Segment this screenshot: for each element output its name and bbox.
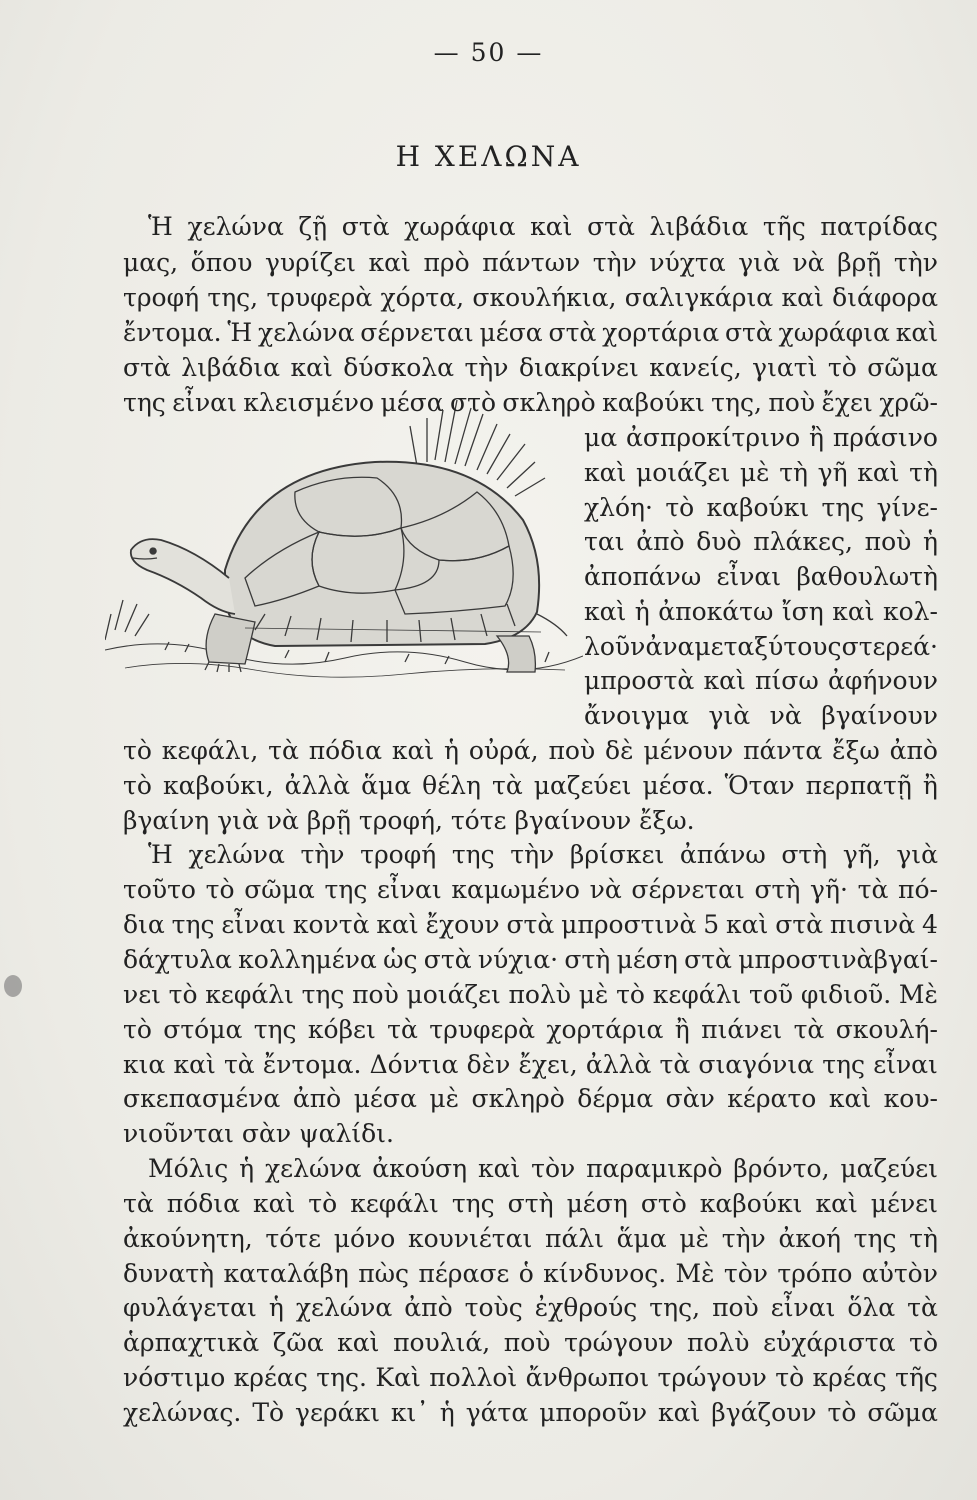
text-line: Μόλις ἡ χελώνα ἀκούση καὶ τὸν παραμικρὸ βρόντο, μαζεύει — [148, 1154, 938, 1183]
text-line: σκεπασμένα ἀπὸ μέσα μὲ σκληρὸ δέρμα σὰν κέρατο καὶ κου- — [123, 1084, 938, 1113]
text-line: τροφή της, τρυφερὰ χόρτα, σκουλήκια, σαλιγκάρια καὶ διάφορα — [123, 283, 938, 312]
text-line: δια της εἶναι κοντὰ καὶ ἔχουν στὰ μπροστινὰ 5 καὶ στὰ πισινὰ 4 — [123, 910, 938, 939]
tortoise-illustration — [105, 400, 583, 692]
text-line: φυλάγεται ἡ χελώνα ἀπὸ τοὺς ἐχθρούς της, ποὺ εἶναι ὅλα τὰ — [123, 1293, 938, 1322]
text-line: Ἡ χελώνα ζῇ στὰ χωράφια καὶ στὰ λιβάδια τῆς πατρίδας — [148, 212, 938, 241]
text-line: ἔντομα. Ἡ χελώνα σέρνεται μέσα στὰ χορτάρια στὰ χωράφια καὶ — [123, 318, 938, 347]
page-number: — 50 — — [433, 38, 544, 67]
text-line: τὸ κεφάλι, τὰ πόδια καὶ ἡ οὐρά, ποὺ δὲ μένουν πάντα ἔξω ἀπὸ — [123, 736, 938, 765]
text-line: χλόη· τὸ καβούκι της γίνε- — [584, 493, 938, 522]
text-line: ἄνοιγμα γιὰ νὰ βγαίνουν — [584, 701, 938, 730]
text-line: δυνατὴ καταλάβη πὼς πέρασε ὁ κίνδυνος. Μὲ τὸν τρόπο αὐτὸν — [123, 1259, 938, 1288]
text-line: τὸ στόμα της κόβει τὰ τρυφερὰ χορτάρια ἢ πιάνει τὰ σκουλή- — [123, 1015, 938, 1044]
text-line: ἀποπάνω εἶναι βαθουλωτὴ — [584, 562, 938, 591]
page-title: Η ΧΕΛΩΝΑ — [395, 140, 582, 173]
text-line: καὶ ἡ ἀποκάτω ἴση καὶ κολ- — [584, 597, 938, 626]
text-line: μας, ὅπου γυρίζει καὶ πρὸ πάντων τὴν νύχτα γιὰ νὰ βρῇ τὴν — [123, 248, 938, 277]
text-line: κια καὶ τὰ ἔντομα. Δόντια δὲν ἔχει, ἀλλὰ τὰ σιαγόνια της εἶναι — [123, 1050, 938, 1079]
text-line: νιοῦνται σὰν ψαλίδι. — [123, 1119, 394, 1148]
text-line: νει τὸ κεφάλι της ποὺ μοιάζει πολὺ μὲ τὸ κεφάλι τοῦ φιδιοῦ. Μὲ — [123, 980, 938, 1009]
text-line: μπροστὰ καὶ πίσω ἀφήνουν — [584, 666, 938, 695]
text-line: χελώνας. Τὸ γεράκι κι᾽ ἡ γάτα μποροῦν καὶ βγάζουν τὸ σῶμα — [123, 1398, 938, 1427]
text-line: τὸ καβούκι, ἀλλὰ ἅμα θέλη τὰ μαζεύει μέσα. Ὅταν περπατῇ ἢ — [123, 771, 938, 800]
text-line: ἀκούνητη, τότε μόνο κουνιέται πάλι ἅμα μὲ τὴν ἀκοή της τὴ — [123, 1224, 938, 1253]
text-line: μα ἀσπροκίτρινο ἢ πράσινο — [584, 423, 938, 452]
text-line: δάχτυλα κολλημένα ὡς στὰ νύχια· στὴ μέση στὰ μπροστινὰβγαί- — [123, 945, 938, 974]
text-line: βγαίνη γιὰ νὰ βρῇ τροφή, τότε βγαίνουν ἔξω. — [123, 806, 695, 835]
text-line: ἁρπαχτικὰ ζῶα καὶ πουλιά, ποὺ τρώγουν πολὺ εὐχάριστα τὸ — [123, 1328, 938, 1357]
text-line: στὰ λιβάδια καὶ δύσκολα τὴν διακρίνει κανείς, γιατὶ τὸ σῶμα — [123, 353, 938, 382]
text-line: τοῦτο τὸ σῶμα της εἶναι καμωμένο νὰ σέρνεται στὴ γῆ· τὰ πό- — [123, 875, 938, 904]
text-line: νόστιμο κρέας της. Καὶ πολλοὶ ἄνθρωποι τρώγουν τὸ κρέας τῆς — [123, 1363, 938, 1392]
text-line: Ἡ χελώνα τὴν τροφή της τὴν βρίσκει ἀπάνω στὴ γῆ, γιὰ — [148, 840, 938, 869]
ink-stain — [4, 975, 22, 997]
text-line: καὶ μοιάζει μὲ τὴ γῆ καὶ τὴ — [584, 458, 938, 487]
text-line: λοῦν ἀναμεταξύ τους στερεά· — [584, 632, 938, 661]
text-line: τὰ πόδια καὶ τὸ κεφάλι της στὴ μέση στὸ καβούκι καὶ μένει — [123, 1189, 938, 1218]
text-line: της εἶναι κλεισμένο μέσα στὸ σκληρὸ καβούκι της, ποὺ ἔχει χρῶ- — [123, 388, 938, 417]
text-line: ται ἀπὸ δυὸ πλάκες, ποὺ ἡ — [584, 527, 938, 556]
